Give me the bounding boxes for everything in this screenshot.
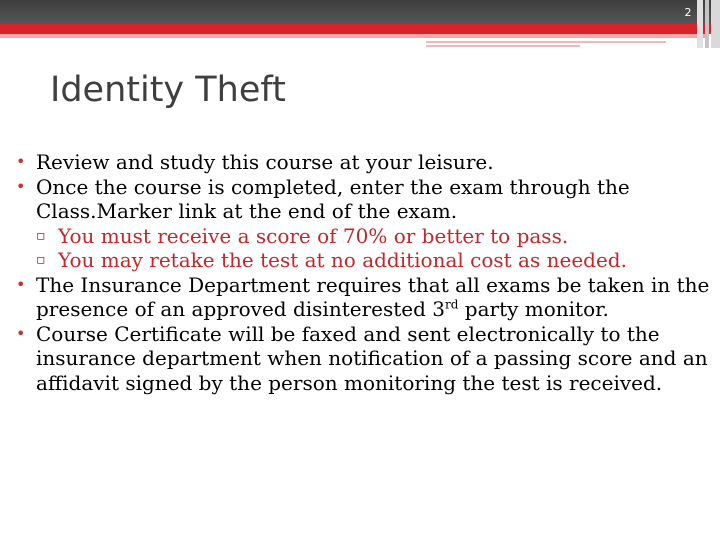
header-right-bar bbox=[711, 0, 720, 48]
header-accent-line bbox=[426, 45, 580, 47]
bullet-text: Once the course is completed, enter the exam through the Class.Marker link at the end of the exam. bbox=[36, 174, 630, 223]
bullet-text: Course Certificate will be faxed and sent electronically to the insurance department when notification of a passing score and an affidavit signed by the person monitoring the test is received. bbox=[36, 321, 708, 395]
slide-number: 2 bbox=[684, 6, 692, 19]
bullet-icon: • bbox=[16, 176, 26, 196]
header-right-bar bbox=[697, 0, 703, 48]
bullet-text: Review and study this course at your leisure. bbox=[36, 150, 494, 174]
sub-bullet-item bbox=[16, 248, 716, 273]
bullet-icon: • bbox=[16, 323, 26, 343]
header-pink-band bbox=[0, 34, 705, 38]
square-bullet-icon: ▫ bbox=[36, 252, 46, 268]
bullet-text-part: The Insurance Department requires that all exams be taken in the presence of an approved disinterested 3 bbox=[36, 272, 710, 321]
sub-bullet-text: You may retake the test at no additional cost as needed. bbox=[58, 248, 627, 272]
slide-title: Identity Theft bbox=[50, 70, 286, 110]
bullet-item bbox=[16, 322, 716, 396]
bullet-text bbox=[36, 273, 709, 322]
bullet-text-part: party monitor. bbox=[458, 297, 609, 321]
bullet-item bbox=[16, 150, 716, 175]
bullet-icon: • bbox=[16, 274, 26, 294]
sub-bullet-text: You must receive a score of 70% or better to pass. bbox=[58, 223, 569, 248]
slide-body bbox=[16, 150, 716, 395]
bullet-item bbox=[16, 175, 716, 224]
header-right-bar bbox=[705, 0, 709, 48]
header-red-band bbox=[0, 24, 720, 34]
bullet-icon: • bbox=[16, 152, 26, 171]
header-dark-band bbox=[0, 0, 720, 24]
bullet-item bbox=[16, 273, 716, 322]
square-bullet-icon: ▫ bbox=[36, 227, 46, 244]
header-accent-line bbox=[426, 41, 666, 43]
ordinal-suffix: rd bbox=[445, 297, 459, 312]
sub-bullet-item bbox=[16, 224, 716, 249]
